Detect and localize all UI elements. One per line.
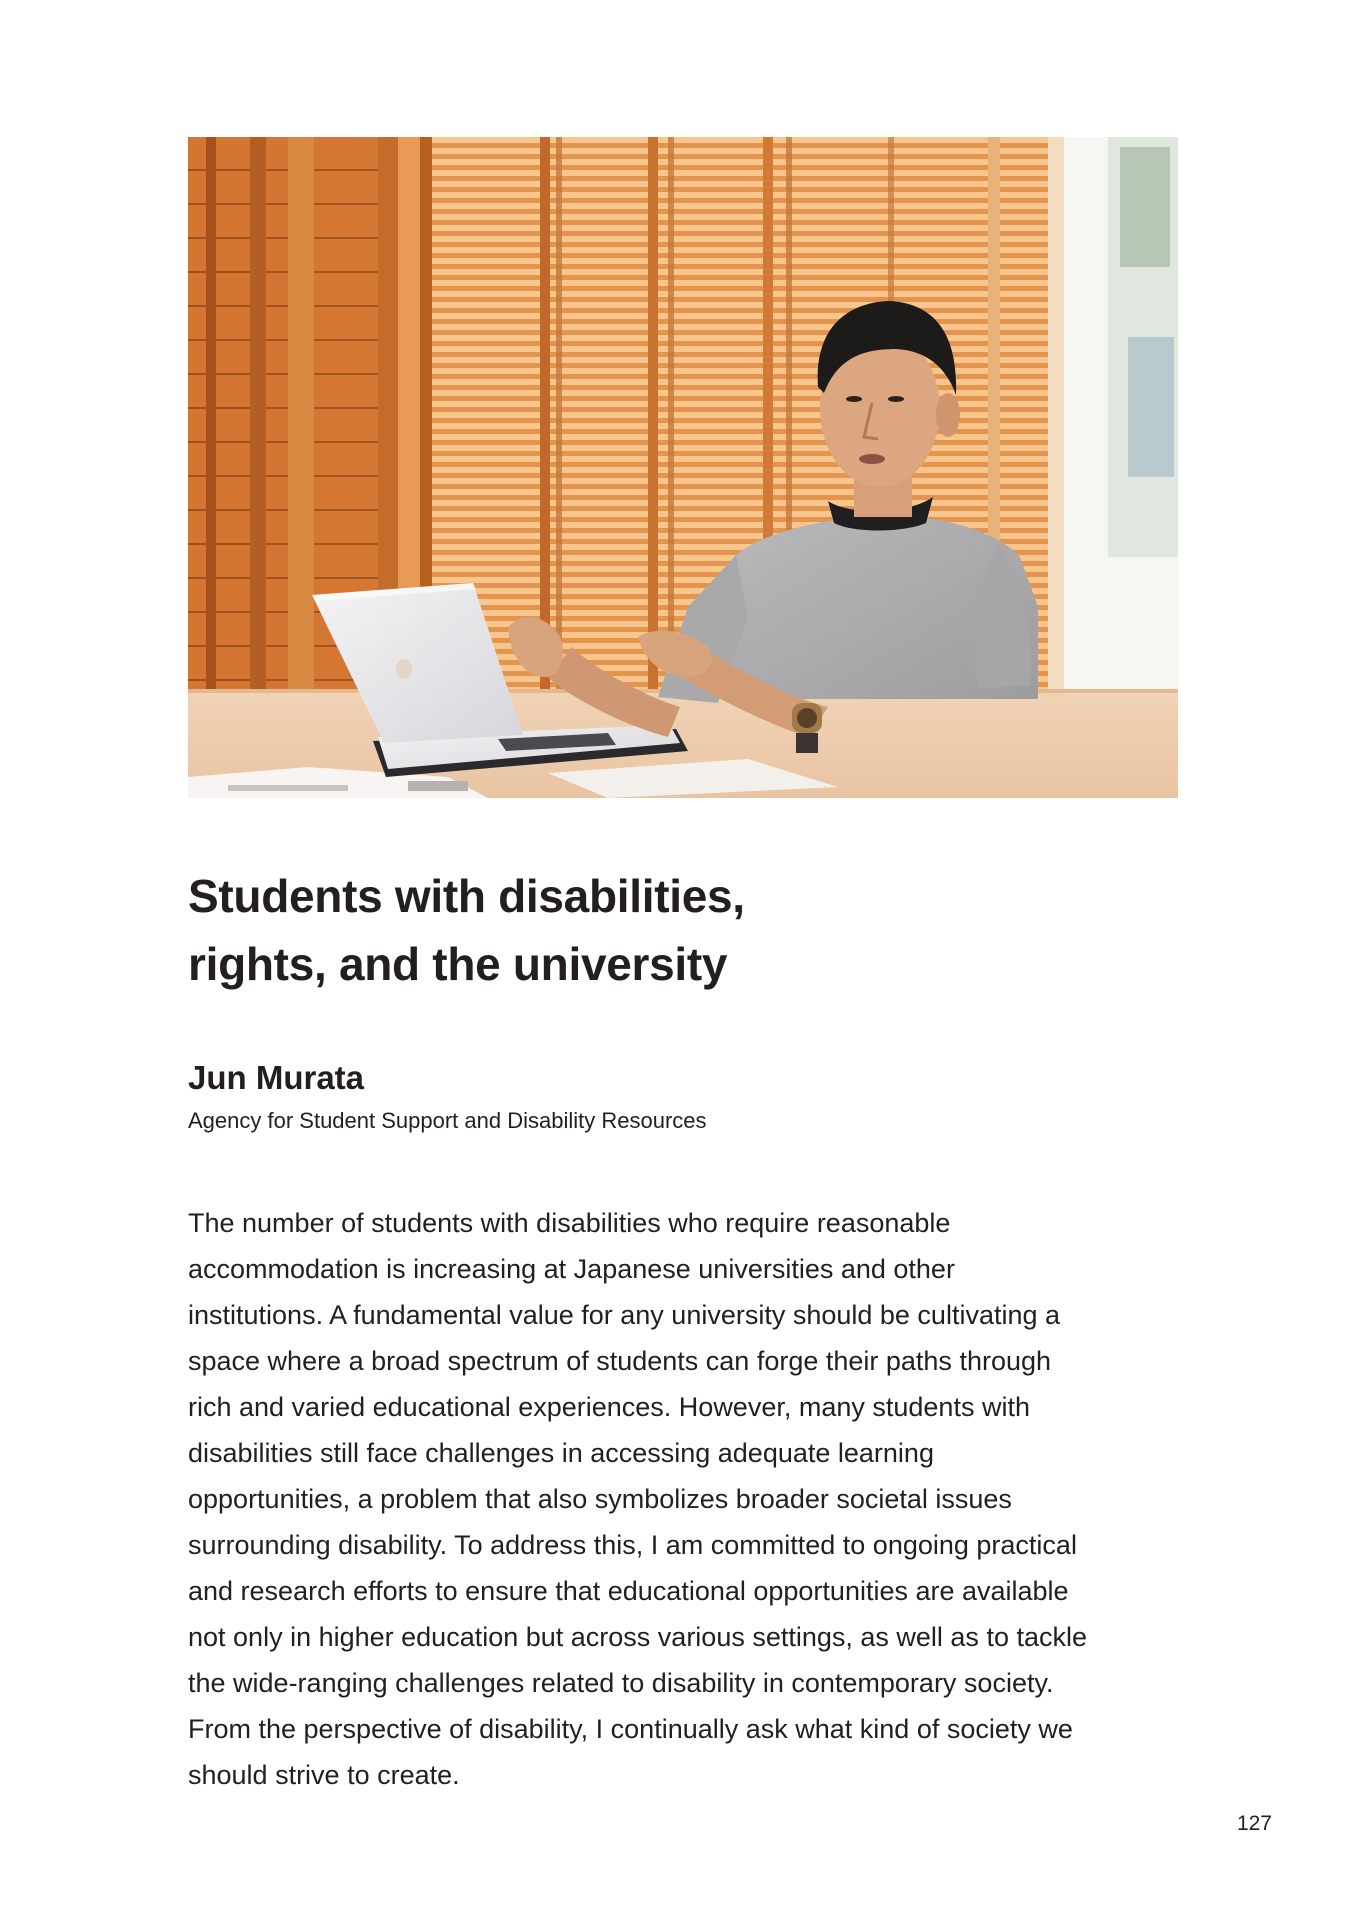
body-line: The number of students with disabilities who require reasonable — [188, 1208, 951, 1238]
body-line: From the perspective of disability, I continually ask what kind of society we — [188, 1714, 1073, 1744]
article-title-line-1: Students with disabilities, — [188, 870, 745, 922]
body-line: institutions. A fundamental value for any university should be cultivating a — [188, 1300, 1061, 1330]
body-line: and research efforts to ensure that educational opportunities are available — [188, 1576, 1069, 1606]
author-name: Jun Murata — [188, 1059, 365, 1096]
body-line: disabilities still face challenges in accessing adequate learning — [188, 1438, 934, 1468]
body-line: the wide-ranging challenges related to disability in contemporary society. — [188, 1668, 1054, 1698]
body-line: not only in higher education but across various settings, as well as to tackle — [188, 1622, 1087, 1652]
body-line: accommodation is increasing at Japanese universities and other — [188, 1254, 955, 1284]
body-line: space where a broad spectrum of students can forge their paths through — [188, 1346, 1052, 1376]
body-line: surrounding disability. To address this, I am committed to ongoing practical — [188, 1530, 1077, 1560]
article-body — [188, 1200, 1188, 1798]
author-affiliation: Agency for Student Support and Disability Resources — [188, 1108, 707, 1133]
body-line: should strive to create. — [188, 1760, 460, 1790]
portrait-photo — [188, 137, 1178, 798]
article-title-line-2: rights, and the university — [188, 938, 728, 990]
page-number: 127 — [1236, 1812, 1272, 1835]
body-line: opportunities, a problem that also symbolizes broader societal issues — [188, 1484, 1012, 1514]
body-line: rich and varied educational experiences. However, many students with — [188, 1392, 1030, 1422]
article-title — [188, 862, 1178, 998]
